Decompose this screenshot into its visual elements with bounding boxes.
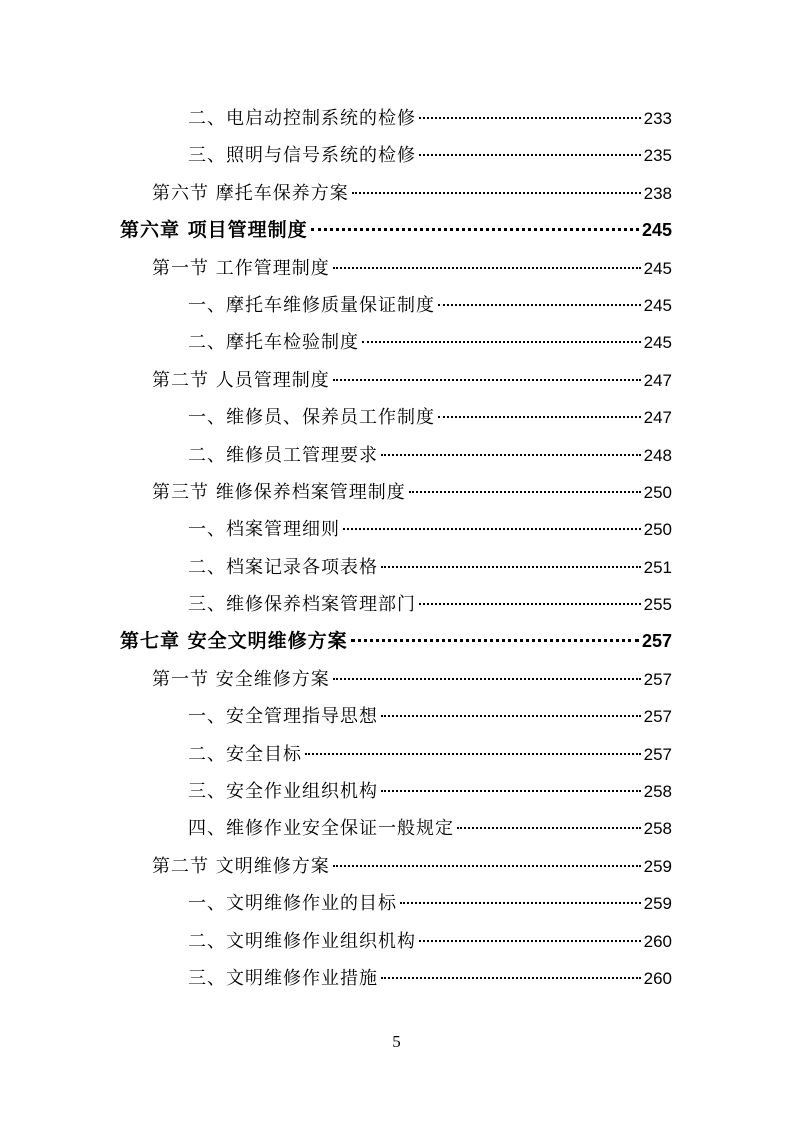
toc-dot-leader [419, 602, 641, 605]
toc-section-entry[interactable] [120, 661, 672, 698]
toc-entry-page: 255 [643, 595, 672, 615]
toc-section-entry[interactable] [120, 362, 672, 399]
toc-subsection-entry[interactable] [120, 885, 672, 922]
toc-entry-page: 245 [643, 258, 672, 278]
toc-subsection-entry[interactable] [120, 324, 672, 361]
toc-entry-title: 三、安全作业组织机构 [188, 781, 378, 803]
toc-dot-leader [381, 453, 641, 456]
toc-dot-leader [381, 714, 641, 717]
toc-subsection-entry[interactable] [120, 923, 672, 960]
toc-entry-title: 四、维修作业安全保证一般规定 [188, 818, 454, 840]
toc-dot-leader [351, 638, 639, 642]
toc-chapter-entry[interactable] [120, 623, 672, 660]
toc-dot-leader [438, 303, 641, 306]
toc-subsection-entry[interactable] [120, 960, 672, 997]
toc-subsection-entry[interactable] [120, 287, 672, 324]
toc-entry-title: 第七章 安全文明维修方案 [120, 630, 348, 653]
toc-dot-leader [409, 490, 641, 493]
toc-entry-title: 三、照明与信号系统的检修 [188, 145, 416, 167]
toc-dot-leader [333, 864, 641, 867]
toc-entry-page: 259 [643, 894, 672, 914]
toc-subsection-entry[interactable] [120, 511, 672, 548]
toc-dot-leader [419, 116, 641, 119]
toc-entry-title: 二、档案记录各项表格 [188, 556, 378, 578]
toc-dot-leader [311, 227, 639, 231]
toc-entry-page: 257 [643, 707, 672, 727]
toc-dot-leader [333, 378, 641, 381]
toc-entry-title: 第一节 安全维修方案 [152, 668, 330, 690]
toc-section-entry[interactable] [120, 474, 672, 511]
toc-entry-title: 一、摩托车维修质量保证制度 [188, 294, 435, 316]
toc-entry-title: 三、维修保养档案管理部门 [188, 594, 416, 616]
toc-section-entry[interactable] [120, 175, 672, 212]
toc-chapter-entry[interactable] [120, 212, 672, 249]
toc-entry-title: 二、电启动控制系统的检修 [188, 108, 416, 129]
toc-entry-page: 238 [643, 183, 672, 203]
toc-subsection-entry[interactable] [120, 773, 672, 810]
toc-subsection-entry[interactable] [120, 100, 672, 137]
toc-entry-title: 一、维修员、保养员工作制度 [188, 407, 435, 429]
toc-entry-page: 257 [643, 744, 672, 764]
toc-entry-page: 245 [643, 295, 672, 315]
toc-entry-title: 一、文明维修作业的目标 [188, 893, 397, 915]
toc-subsection-entry[interactable] [120, 137, 672, 174]
toc-entry-page: 257 [643, 669, 672, 689]
toc-subsection-entry[interactable] [120, 810, 672, 847]
toc-entry-page: 258 [643, 819, 672, 839]
toc-dot-leader [362, 340, 641, 343]
toc-entry-page: 247 [643, 408, 672, 428]
toc-dot-leader [381, 976, 641, 979]
toc-dot-leader [419, 939, 641, 942]
toc-dot-leader [381, 789, 641, 792]
toc-dot-leader [352, 191, 641, 194]
toc-subsection-entry[interactable] [120, 437, 672, 474]
toc-entry-page: 247 [643, 370, 672, 390]
page-number: 5 [392, 1032, 401, 1051]
toc-entry-title: 一、安全管理指导思想 [188, 706, 378, 728]
toc-entry-title: 第六章 项目管理制度 [120, 219, 308, 242]
toc-dot-leader [457, 826, 641, 829]
toc-dot-leader [343, 527, 641, 530]
toc-entry-page: 260 [643, 931, 672, 951]
toc-entry-title: 二、安全目标 [188, 743, 302, 765]
toc-dot-leader [400, 901, 641, 904]
table-of-contents [120, 100, 672, 997]
toc-dot-leader [333, 677, 641, 680]
toc-entry-title: 第一节 工作管理制度 [152, 257, 330, 279]
toc-entry-page: 260 [643, 968, 672, 988]
toc-subsection-entry[interactable] [120, 399, 672, 436]
toc-entry-page: 258 [643, 782, 672, 802]
toc-entry-title: 二、摩托车检验制度 [188, 332, 359, 354]
toc-section-entry[interactable] [120, 848, 672, 885]
toc-entry-page: 245 [643, 333, 672, 353]
toc-subsection-entry[interactable] [120, 549, 672, 586]
toc-entry-page: 251 [643, 557, 672, 577]
toc-entry-title: 第二节 人员管理制度 [152, 369, 330, 391]
toc-entry-page: 250 [643, 482, 672, 502]
toc-entry-page: 257 [641, 631, 672, 652]
toc-entry-page: 235 [643, 146, 672, 166]
toc-subsection-entry[interactable] [120, 586, 672, 623]
toc-entry-page: 248 [643, 445, 672, 465]
toc-dot-leader [381, 565, 641, 568]
toc-dot-leader [333, 266, 641, 269]
toc-entry-title: 三、文明维修作业措施 [188, 967, 378, 989]
toc-entry-title: 第二节 文明维修方案 [152, 855, 330, 877]
toc-section-entry[interactable] [120, 250, 672, 287]
toc-entry-title: 第六节 摩托车保养方案 [152, 182, 349, 204]
toc-entry-page: 259 [643, 856, 672, 876]
toc-entry-page: 233 [643, 109, 672, 128]
toc-entry-page: 250 [643, 520, 672, 540]
toc-subsection-entry[interactable] [120, 736, 672, 773]
toc-dot-leader [305, 752, 641, 755]
toc-dot-leader [438, 415, 641, 418]
toc-entry-page: 245 [641, 220, 672, 241]
toc-entry-title: 二、维修员工管理要求 [188, 444, 378, 466]
toc-subsection-entry[interactable] [120, 698, 672, 735]
toc-entry-title: 二、文明维修作业组织机构 [188, 930, 416, 952]
toc-entry-title: 一、档案管理细则 [188, 519, 340, 541]
toc-entry-title: 第三节 维修保养档案管理制度 [152, 481, 406, 503]
toc-dot-leader [419, 153, 641, 156]
